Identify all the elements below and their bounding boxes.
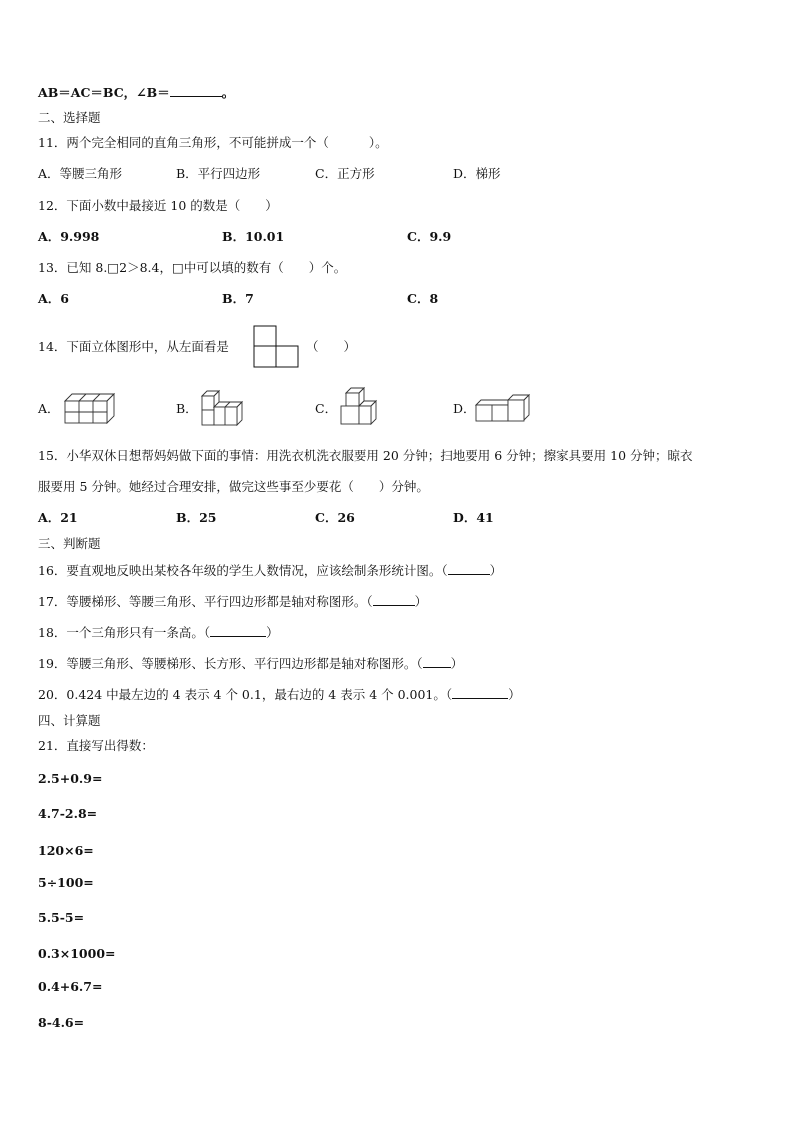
question-14-paren[interactable]: （ ）	[306, 339, 357, 354]
answer-blank[interactable]	[373, 593, 415, 606]
option-14-d[interactable]: D．	[453, 401, 476, 416]
question-18	[38, 624, 279, 641]
cube-figure-a[interactable]	[62, 390, 116, 426]
option-11-a[interactable]: A．等腰三角形	[38, 166, 123, 181]
answer-blank[interactable]	[210, 624, 266, 637]
question-20	[38, 686, 521, 703]
question-20-text: 20．0.424 中最左边的 4 表示 4 个 0.1，最右边的 4 表示 4 个 0.001。（	[38, 687, 453, 702]
question-15-line2: 服要用 5 分钟。她经过合理安排，做完这些事至少要花（ ）分钟。	[38, 479, 429, 494]
question-17-text: 17．等腰梯形、等腰三角形、平行四边形都是轴对称图形。（	[38, 594, 373, 609]
cube-figure-d[interactable]	[474, 391, 532, 425]
calc-item[interactable]: 5.5-5=	[38, 910, 85, 925]
close-paren: ）	[450, 656, 464, 671]
question-21: 21．直接写出得数：	[38, 738, 154, 753]
calc-item[interactable]: 0.4+6.7=	[38, 979, 103, 994]
calc-item[interactable]: 8-4.6=	[38, 1015, 85, 1030]
option-14-a[interactable]: A．	[38, 401, 60, 416]
close-paren: ）	[489, 563, 503, 578]
calc-item[interactable]: 120×6=	[38, 843, 94, 858]
option-15-d[interactable]: D．41	[453, 510, 494, 525]
answer-blank[interactable]	[423, 655, 451, 668]
option-12-b[interactable]: B．10.01	[222, 229, 285, 244]
top-line-end: 。	[221, 85, 235, 100]
question-12: 12．下面小数中最接近 10 的数是（ ）	[38, 198, 278, 213]
option-14-b[interactable]: B．	[176, 401, 198, 416]
calc-item[interactable]: 5÷100=	[38, 875, 94, 890]
cube-figure-c[interactable]	[338, 386, 380, 428]
question-18-text: 18．一个三角形只有一条高。（	[38, 625, 211, 640]
cube-figure-b[interactable]	[198, 388, 244, 428]
question-16	[38, 562, 502, 579]
question-14-stem: 14．下面立体图形中，从左面看是	[38, 339, 229, 354]
question-19-text: 19．等腰三角形、等腰梯形、长方形、平行四边形都是轴对称图形。（	[38, 656, 423, 671]
calc-item[interactable]: 2.5+0.9=	[38, 771, 103, 786]
option-15-c[interactable]: C．26	[315, 510, 355, 525]
top-line	[38, 84, 234, 101]
option-11-c[interactable]: C．正方形	[315, 166, 375, 181]
close-paren: ）	[414, 594, 428, 609]
option-13-a[interactable]: A．6	[38, 291, 69, 306]
answer-blank[interactable]	[452, 686, 508, 699]
option-13-b[interactable]: B．7	[222, 291, 254, 306]
question-11-close: ）。	[368, 135, 388, 150]
question-17	[38, 593, 427, 610]
option-12-a[interactable]: A．9.998	[38, 229, 100, 244]
option-14-c[interactable]: C．	[315, 401, 338, 416]
calc-item[interactable]: 0.3×1000=	[38, 946, 116, 961]
option-12-c[interactable]: C．9.9	[407, 229, 452, 244]
answer-blank[interactable]	[170, 84, 222, 97]
option-11-d[interactable]: D．梯形	[453, 166, 501, 181]
calc-item[interactable]: 4.7-2.8=	[38, 806, 98, 821]
left-view-figure	[253, 325, 301, 369]
question-19	[38, 655, 463, 672]
option-11-b[interactable]: B．平行四边形	[176, 166, 261, 181]
answer-blank[interactable]	[448, 562, 490, 575]
section-heading-judge: 三、判断题	[38, 536, 101, 551]
top-line-text: AB＝AC＝BC，∠B＝	[38, 85, 170, 100]
option-15-b[interactable]: B．25	[176, 510, 217, 525]
question-15-line1: 15．小华双休日想帮妈妈做下面的事情：用洗衣机洗衣服要用 20 分钟；扫地要用 6 分钟；擦家具要用 10 分钟；晾衣	[38, 448, 693, 463]
section-heading-choice: 二、选择题	[38, 110, 101, 125]
option-13-c[interactable]: C．8	[407, 291, 439, 306]
question-11-stem: 11．两个完全相同的直角三角形，不可能拼成一个（	[38, 135, 329, 150]
close-paren: ）	[266, 625, 279, 640]
question-11	[38, 135, 388, 151]
section-heading-calc: 四、计算题	[38, 713, 101, 728]
option-15-a[interactable]: A．21	[38, 510, 78, 525]
question-16-text: 16．要直观地反映出某校各年级的学生人数情况，应该绘制条形统计图。（	[38, 563, 448, 578]
question-13: 13．已知 8.□2＞8.4，□中可以填的数有（ ）个。	[38, 260, 347, 275]
close-paren: ）	[508, 687, 521, 702]
